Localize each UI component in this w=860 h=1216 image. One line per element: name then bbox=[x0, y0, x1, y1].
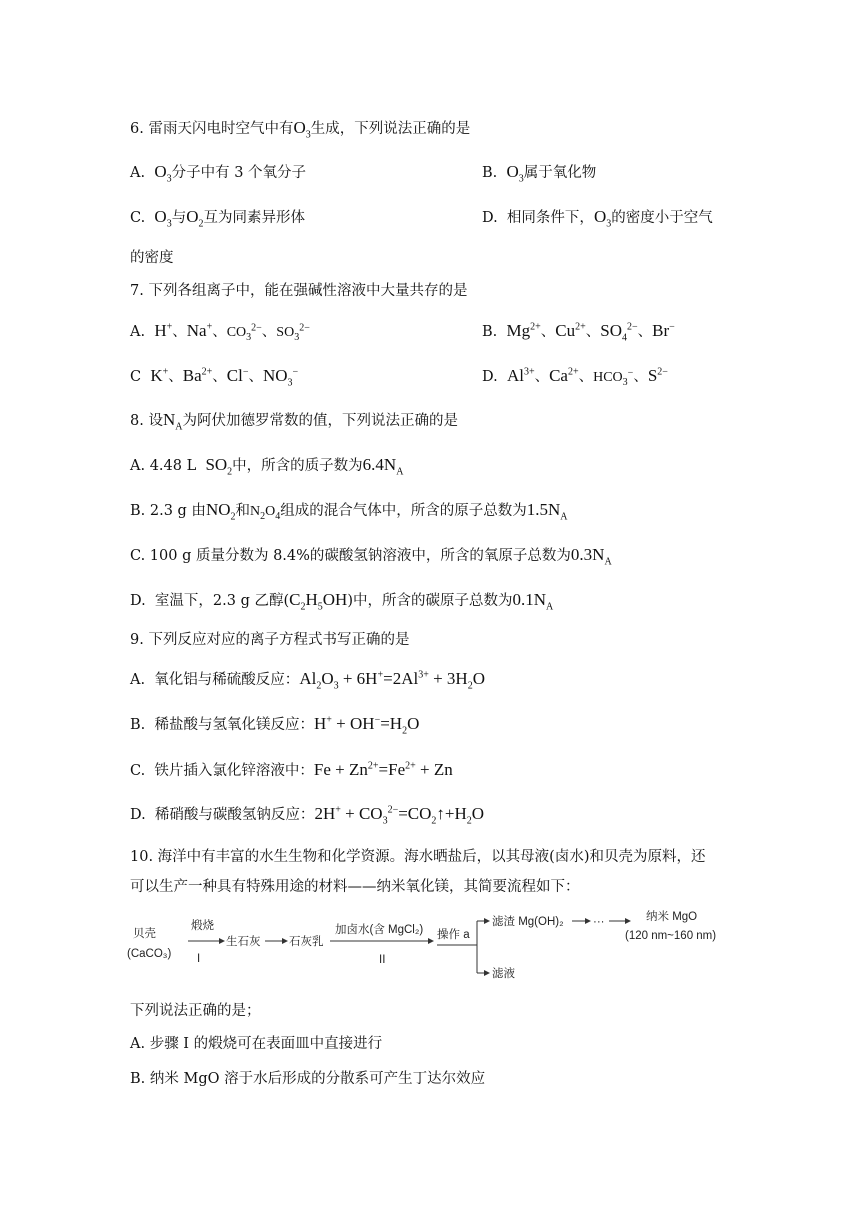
q6-option-b: B. $O_3$属于氧化物 bbox=[482, 162, 597, 185]
q8-option-d: D. 室温下，2.3 g 乙醇$(C_2H_5OH)$中，所含的碳原子总数为$0.1N_A$ bbox=[130, 590, 554, 613]
flow-step2-label: II bbox=[379, 954, 386, 966]
q9-option-a: A. 氧化铝与稀硫酸反应：$Al_2O_3 + 6H^+=2Al^{3+} + 3H_2O$ bbox=[130, 669, 485, 692]
flow-step1-label: I bbox=[197, 953, 201, 965]
flow-size-label: (120 nm~160 nm) bbox=[625, 930, 717, 942]
q8-option-a: A. 4.48 L $SO_2$中，所含的质子数为$6.4N_A$ bbox=[130, 455, 404, 478]
q9-option-d: D. 稀硝酸与碳酸氢钠反应：$2H^+ + CO_3^{2-}=CO_2↑+H_2O$ bbox=[130, 804, 485, 827]
q8-stem: 8. 设$N_A$为阿伏加德罗常数的值，下列说法正确的是 bbox=[130, 410, 458, 433]
q9-option-c: C. 铁片插入氯化锌溶液中：$Fe + Zn^{2+}=Fe^{2+} + Zn$ bbox=[130, 760, 453, 779]
q7-option-d: D. $Al^{3+}$、$Ca^{2+}$、$HCO_3^-$、$S^{2-}$ bbox=[482, 366, 668, 388]
q7-option-b: B. $Mg^{2+}$、$Cu^{2+}$、$SO_4^{2-}$、Br− bbox=[482, 321, 675, 344]
flow-add-brine-label: 加卤水(含 MgCl₂) bbox=[335, 924, 424, 936]
flow-calcine-label: 煅烧 bbox=[191, 920, 214, 932]
q6-stem: 6. 雷雨天闪电时空气中有$O_3$生成，下列说法正确的是 bbox=[130, 118, 471, 141]
q6-option-c: C. $O_3$与$O_2$互为同素异形体 bbox=[130, 207, 305, 230]
q7-option-a: A. H+、Na+、$CO_3^{2-}$、$SO_3^{2-}$ bbox=[130, 321, 310, 343]
q10-stem-line2: 可以生产一种具有特殊用途的材料——纳米氧化镁，其简要流程如下： bbox=[130, 879, 580, 895]
q10-option-a: A. 步骤 I 的煅烧可在表面皿中直接进行 bbox=[130, 1036, 383, 1052]
q7-stem: 7. 下列各组离子中，能在强碱性溶液中大量共存的是 bbox=[130, 283, 468, 299]
q10-stem-line1: 10. 海洋中有丰富的水生生物和化学资源。海水晒盐后，以其母液(卤水)和贝壳为原料，还 bbox=[130, 849, 706, 865]
q6-option-d-continued: 的密度 bbox=[130, 250, 174, 266]
q9-stem: 9. 下列反应对应的离子方程式书写正确的是 bbox=[130, 632, 410, 648]
flow-nano-mgo-label: 纳米 MgO bbox=[646, 911, 698, 923]
q10-prompt: 下列说法正确的是； bbox=[130, 1003, 261, 1019]
q10-option-b: B. 纳米 MgO 溶于水后形成的分散系可产生丁达尔效应 bbox=[130, 1071, 486, 1087]
flow-caco3-label: (CaCO₃) bbox=[127, 948, 172, 960]
q8-option-c: C. 100 g 质量分数为 8.4%的碳酸氢钠溶液中，所含的氧原子总数为$0.3N_A$ bbox=[130, 545, 612, 568]
flow-shell-label: 贝壳 bbox=[133, 928, 156, 940]
flow-limemilk-label: 石灰乳 bbox=[289, 936, 324, 948]
q6-option-d: D. 相同条件下，$O_3$的密度小于空气 bbox=[482, 207, 713, 230]
flow-quicklime-label: 生石灰 bbox=[226, 936, 261, 948]
flow-residue-label: 滤渣 Mg(OH)₂ bbox=[492, 916, 564, 928]
q6-option-a: A. $O_3$分子中有 3 个氧分子 bbox=[130, 162, 307, 185]
flow-ellipsis: ··· bbox=[593, 916, 605, 928]
flow-operation-label: 操作 a bbox=[437, 929, 470, 941]
q8-option-b: B. 2.3 g 由$NO_2$和$N_2O_4$组成的混合气体中，所含的原子总数为$1.5N_A$ bbox=[130, 500, 568, 523]
process-flow-diagram bbox=[125, 905, 745, 985]
flow-filtrate-label: 滤液 bbox=[492, 968, 515, 980]
q7-option-c: C K+、$Ba^{2+}$、Cl−、$NO_3^-$ bbox=[130, 366, 299, 389]
q9-option-b: B. 稀盐酸与氢氧化镁反应：$H^+ + OH^-=H_2O$ bbox=[130, 714, 420, 737]
